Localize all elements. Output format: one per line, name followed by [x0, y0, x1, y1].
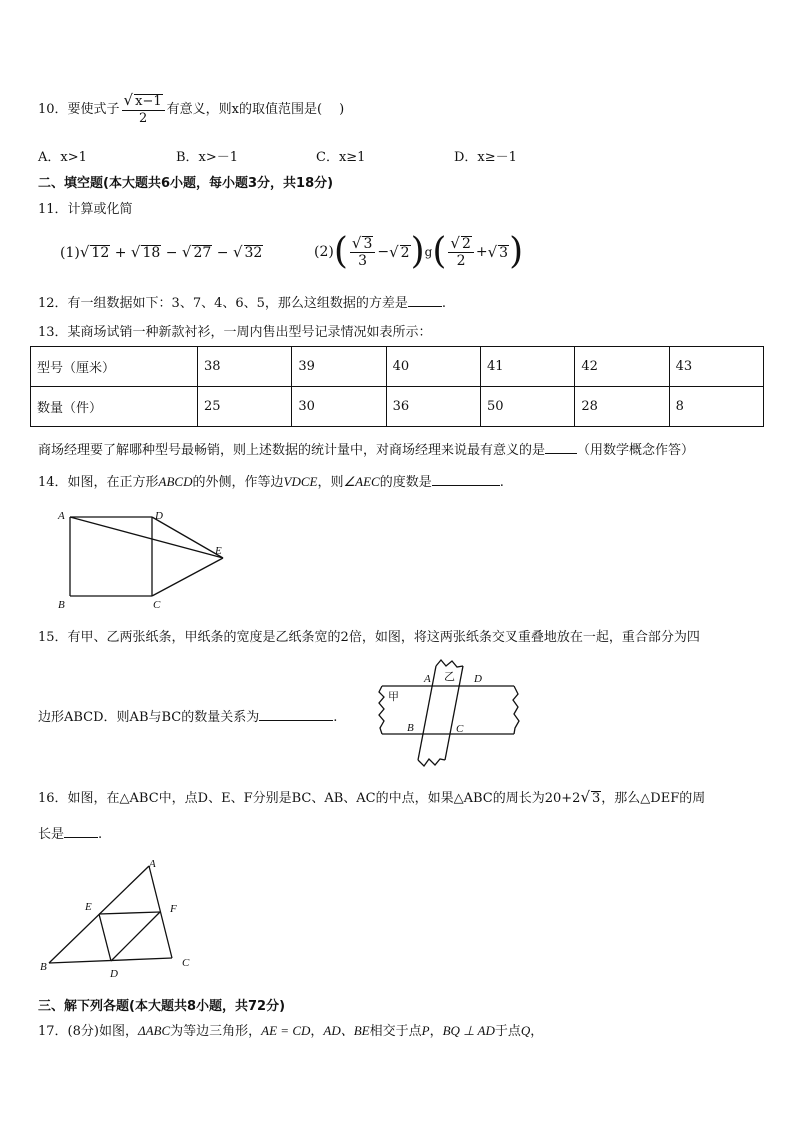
- q15-end: .: [333, 710, 338, 725]
- q11-op-minus-1: −: [165, 245, 178, 261]
- q14-triangle: VDCE: [283, 474, 318, 489]
- q17-equation: AE = CD: [261, 1023, 311, 1038]
- q17-t2: ，: [310, 1024, 324, 1039]
- q14-label-b: B: [58, 599, 65, 611]
- q11-op-minus-2: −: [216, 245, 229, 261]
- q11-part2: (2) ( $\frac{√ 3}{3}$ − √ 2 ) g ( $\frac{√ 2}{2}$ + √ 3 ): [314, 231, 524, 272]
- question-12: [38, 292, 446, 311]
- q15-answer-blank[interactable]: [259, 708, 333, 721]
- q16-text-after: ，那么△DEF的周: [601, 791, 706, 806]
- table-cell: 50: [480, 387, 574, 427]
- q14-end: .: [499, 475, 504, 490]
- q17-t3: 相交于点: [369, 1024, 422, 1039]
- q16-end: .: [98, 827, 103, 842]
- q16-label-e: E: [85, 901, 92, 913]
- q16-text2-body: 长是: [38, 827, 65, 842]
- table-cell: 38: [198, 347, 292, 387]
- q16-label-d: D: [110, 968, 118, 980]
- q13-text: 13．某商场试销一种新款衬衫，一周内售出型号记录情况如表所示：: [38, 325, 432, 340]
- q11-text: 11．计算或化简: [38, 202, 133, 217]
- q15-label-jia: 甲: [388, 690, 399, 703]
- q17-t4: ，: [429, 1024, 443, 1039]
- q13-answer-blank[interactable]: [545, 441, 577, 454]
- q12-answer-blank[interactable]: [408, 294, 442, 307]
- q15-label-d: D: [474, 673, 482, 685]
- q14-text-b: 的外侧，作等边: [192, 475, 284, 490]
- q11-part2-label: (2): [314, 244, 334, 260]
- q15-text2-body: 边形ABCD．则AB与BC的数量关系为: [38, 710, 260, 725]
- q16-text2: [38, 823, 102, 842]
- q14-label-d: D: [155, 510, 163, 522]
- q14-figure: [55, 508, 235, 614]
- q14-square: ABCD: [158, 474, 193, 489]
- q11-term-27: 27: [193, 245, 212, 261]
- q16-answer-blank[interactable]: [64, 825, 98, 838]
- q17-triangle: ΔABC: [137, 1023, 171, 1038]
- q10-option-a: A．x>1: [38, 150, 87, 165]
- q15-label-a: A: [424, 673, 431, 685]
- q15-label-yi: 乙: [444, 670, 455, 683]
- table-cell: 型号（厘米）: [31, 347, 198, 387]
- table-cell: 数量（件）: [31, 387, 198, 427]
- q16-text: 16．如图，在△ABC中，点D、E、F分别是BC、AB、AC的中点，如果△ABC的周长为20+2: [38, 791, 581, 806]
- q11-part2-sep: g: [424, 245, 433, 259]
- q15-figure: [374, 656, 534, 768]
- q13-after-text: 商场经理要了解哪种型号最畅销，则上述数据的统计量中，对商场经理来说最有意义的是: [38, 443, 546, 458]
- q16-label-b: B: [40, 961, 47, 973]
- q10-radicand: x−1: [135, 94, 162, 109]
- table-cell: 39: [292, 347, 386, 387]
- q10-option-d: D．x≥－1: [454, 150, 517, 165]
- q10-option-b: B．x>－1: [176, 150, 239, 165]
- q13-after-end: （用数学概念作答）: [577, 443, 695, 458]
- q11-part1: (1)√ 12 + √ 18 − √ 27 − √ 32: [60, 243, 263, 261]
- q15-label-b: B: [407, 722, 414, 734]
- table-cell: 25: [198, 387, 292, 427]
- q14-label-a: A: [58, 510, 65, 522]
- table-cell: 41: [480, 347, 574, 387]
- q17-point-q: Q: [520, 1023, 531, 1038]
- q11-op-plus: +: [114, 245, 127, 261]
- q17-prefix: 17．(8分)如图，: [38, 1024, 138, 1039]
- q14-label-e: E: [215, 545, 222, 557]
- question-14: [38, 471, 504, 490]
- table-cell: 43: [669, 347, 763, 387]
- question-10: [38, 92, 344, 127]
- q11-part1-label: (1): [60, 245, 80, 261]
- q16-label-f: F: [170, 903, 177, 915]
- q11-term-18: 18: [142, 245, 161, 261]
- section-2-title: 二、填空题(本大题共6小题，每小题3分，共18分): [38, 176, 334, 191]
- q17-t6: ，: [530, 1024, 544, 1039]
- q14-label-c: C: [153, 599, 161, 611]
- q14-text-d: 的度数是: [379, 475, 432, 490]
- table-cell: 42: [575, 347, 669, 387]
- q12-text: 12．有一组数据如下：3、7、4、6、5，那么这组数据的方差是: [38, 296, 408, 311]
- q13-table: [30, 346, 764, 427]
- section-3-title: 三、解下列各题(本大题共8小题，共72分): [38, 999, 286, 1014]
- q14-angle: ∠AEC: [343, 474, 380, 489]
- table-cell: 40: [386, 347, 480, 387]
- q10-suffix: 有意义，则x的取值范围是( ): [166, 102, 345, 117]
- question-16: 16．如图，在△ABC中，点D、E、F分别是BC、AB、AC的中点，如果△ABC的周长为20+2√ 3，那么△DEF的周: [38, 788, 706, 806]
- q14-text-a: 14．如图，在正方形: [38, 475, 159, 490]
- table-row: [31, 387, 764, 427]
- q10-fraction: $\frac{√ x-1}{2}$: [122, 92, 165, 127]
- q17-perpendicular: BQ ⊥ AD: [442, 1023, 495, 1038]
- q17-t5: 于点: [494, 1024, 521, 1039]
- q12-end: .: [441, 296, 447, 311]
- table-cell: 28: [575, 387, 669, 427]
- q10-prefix: 10．要使式子: [38, 102, 120, 117]
- q17-t1: 为等边三角形，: [170, 1024, 262, 1039]
- table-cell: 30: [292, 387, 386, 427]
- q15-text: 15．有甲、乙两张纸条，甲纸条的宽度是乙纸条宽的2倍，如图，将这两张纸条交叉重叠地放在一起，重合部分为四: [38, 630, 700, 645]
- q10-denominator: 2: [138, 111, 148, 126]
- q15-label-c: C: [456, 723, 464, 735]
- q10-option-c: C．x≥1: [316, 150, 366, 165]
- q14-text-c: ，则: [317, 475, 344, 490]
- q11-term-32: 32: [244, 245, 263, 261]
- q16-label-a: A: [149, 858, 156, 870]
- q14-answer-blank[interactable]: [432, 473, 500, 486]
- question-17: [38, 1020, 543, 1039]
- q16-figure: [38, 853, 198, 983]
- q15-text2: [38, 706, 337, 725]
- q17-segments: AD、BE: [323, 1023, 370, 1038]
- q16-radicand: 3: [592, 791, 601, 806]
- table-cell: 8: [669, 387, 763, 427]
- table-cell: 36: [386, 387, 480, 427]
- q17-point-p: P: [421, 1023, 430, 1038]
- table-row: [31, 347, 764, 387]
- q13-after: [38, 439, 694, 458]
- q16-label-c: C: [182, 957, 190, 969]
- q11-term-12: 12: [91, 245, 110, 261]
